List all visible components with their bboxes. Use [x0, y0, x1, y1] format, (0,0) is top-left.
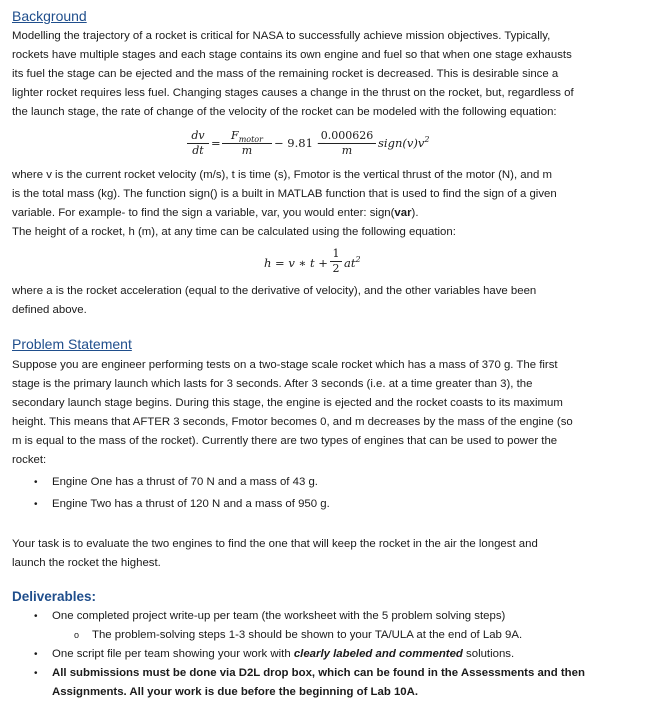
gravity-term: − 9.81 − [274, 136, 327, 150]
text-line: height. This means that AFTER 3 seconds, Fmotor becomes 0, and m decreases by the mass of the engine (so [12, 416, 573, 428]
text-line: where v is the current rocket velocity (m/s), t is time (s), Fmotor is the vertical thrust of the motor (N), and m [12, 169, 552, 181]
velocity-equation [12, 122, 640, 166]
one-half-fraction: $\frac{1}{2}$ [330, 247, 342, 276]
document-page [12, 6, 640, 702]
text-line: Modelling the trajectory of a rocket is critical for NASA to successfully achieve mission objectives. Typically, [12, 30, 551, 42]
fmotor-over-m-fraction: $F_{motor}$ m [222, 129, 272, 158]
list-item: • All submissions must be done via D2L drop box, which can be found in the Assessments and then Assignments. All your work is due before the beginning of Lab 10A. [12, 664, 640, 702]
height-lhs: h = v ∗ t + [264, 256, 328, 270]
text-line: launch the rocket the highest. [12, 557, 161, 569]
list-item: o The problem-solving steps 1-3 should be shown to your TA/ULA at the end of Lab 9A. [12, 626, 640, 645]
height-equation [12, 242, 640, 282]
list-item: • One completed project write-up per team (the worksheet with the 5 problem solving steps) [12, 607, 640, 626]
text-line: The height of a rocket, h (m), at any time can be calculated using the following equation: [12, 226, 456, 238]
text-line: where a is the rocket acceleration (equal to the derivative of velocity), and the other variables have been [12, 285, 537, 297]
sign-term: $sign(v)v^2$ [378, 135, 430, 150]
engine-list [12, 473, 640, 517]
text-line: Your task is to evaluate the two engines to find the one that will keep the rocket in the air the longest and [12, 538, 538, 550]
problem-statement-heading: Problem Statement [12, 336, 132, 352]
text-line: rockets have multiple stages and each stage contains its own engine and fuel so that when one stage exhausts [12, 49, 572, 61]
text-line: is the total mass (kg). The function sign() is a built in MATLAB function that is used to find the sign of a given [12, 188, 557, 200]
bullet-icon: • [34, 649, 38, 660]
problem-paragraph-1 [12, 356, 640, 470]
text-line: Suppose you are engineer performing tests on a two-stage scale rocket which has a mass of 370 g. The first [12, 359, 558, 371]
background-paragraph-4 [12, 282, 640, 320]
problem-paragraph-2 [12, 535, 640, 573]
background-heading: Background [12, 8, 87, 24]
list-item: • Engine One has a thrust of 70 N and a mass of 43 g. [12, 473, 640, 495]
height-rhs: $at^2$ [344, 255, 361, 270]
bullet-icon: • [34, 668, 38, 679]
text-line: lighter rocket requires less fuel. Changing stages causes a change in the thrust on the rocket, but, regardless of [12, 87, 574, 99]
text-line: the launch stage, the rate of change of the velocity of the rocket can be modeled with the following equation: [12, 106, 557, 118]
text-line: stage is the primary launch which lasts for 3 seconds. After 3 seconds (i.e. at a time greater than 3), the [12, 378, 533, 390]
deliverables-heading: Deliverables: [12, 589, 97, 604]
text-line: defined above. [12, 304, 87, 316]
dv-dt-fraction: $\frac{dv}{dt}$ [187, 129, 209, 158]
bullet-icon: • [34, 477, 38, 488]
bullet-icon: • [34, 499, 38, 510]
drag-coefficient-fraction: $\frac{0.000626}{m}$ [318, 129, 376, 158]
equals-sign: = [211, 136, 221, 150]
background-paragraph-1 [12, 27, 640, 122]
text-line: secondary launch stage begins. During this stage, the engine is ejected and the rocket coasts to its maximum [12, 397, 563, 409]
list-item: • One script file per team showing your work with clearly labeled and commented solutions. [12, 645, 640, 664]
text-line: its fuel the stage can be ejected and the mass of the remaining rocket is decreased. This is desirable since a [12, 68, 559, 80]
sub-bullet-icon: o [74, 630, 80, 640]
text-line: rocket: [12, 454, 47, 466]
text-line: variable. For example- to find the sign a variable, var, you would enter: sign(var). [12, 207, 419, 219]
bullet-icon: • [34, 611, 38, 622]
deliverables-list [12, 607, 640, 702]
text-line: m is equal to the mass of the rocket). Currently there are two types of engines that can be used to power the [12, 435, 558, 447]
background-paragraph-2 [12, 166, 640, 242]
list-item: • Engine Two has a thrust of 120 N and a mass of 950 g. [12, 495, 640, 517]
